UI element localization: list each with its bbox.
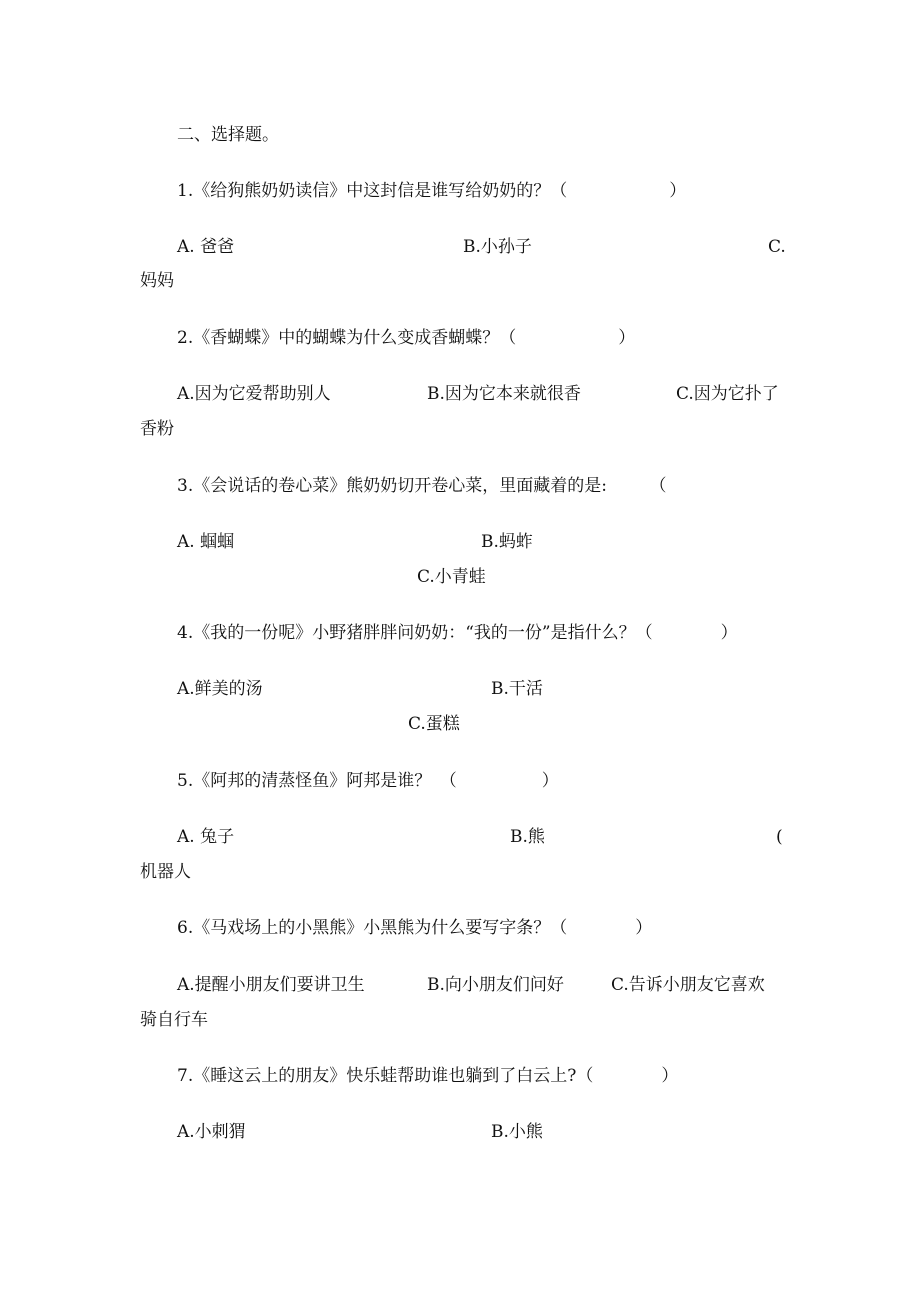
question-4-option-b: B.干活	[491, 679, 543, 699]
question-6-option-b: B.向小朋友们问好	[427, 975, 564, 995]
question-7-option-b: B.小熊	[491, 1122, 543, 1142]
question-3-option-a: A. 蝈蝈	[177, 532, 235, 552]
question-6-continuation: 骑自行车	[140, 1010, 208, 1030]
section-title: 二、选择题。	[177, 125, 279, 145]
question-5-option-b: B.熊	[510, 827, 545, 847]
question-2-option-a: A.因为它爱帮助别人	[177, 384, 331, 404]
question-6-option-a: A.提醒小朋友们要讲卫生	[177, 975, 365, 995]
question-6-stem: 6.《马戏场上的小黑熊》小黑熊为什么要写字条？（ ）	[177, 918, 653, 938]
question-1-option-b: B.小孙子	[463, 237, 532, 257]
question-4-option-c: C.蛋糕	[408, 714, 460, 734]
question-7-stem: 7.《睡这云上的朋友》快乐蛙帮助谁也躺到了白云上?（ ）	[177, 1066, 679, 1086]
question-1-continuation: 妈妈	[140, 271, 174, 291]
question-3-stem: 3.《会说话的卷心菜》熊奶奶切开卷心菜，里面藏着的是: （	[177, 476, 667, 496]
question-5-stem: 5.《阿邦的清蒸怪鱼》阿邦是谁？ （ ）	[177, 771, 559, 791]
question-1-stem: 1.《给狗熊奶奶读信》中这封信是谁写给奶奶的？（ ）	[177, 181, 687, 201]
question-2-option-c: C.因为它扑了	[676, 384, 779, 404]
question-6-option-c: C.告诉小朋友它喜欢	[611, 975, 765, 995]
question-5-continuation: 机器人	[140, 862, 191, 882]
question-1-option-a: A. 爸爸	[177, 237, 235, 257]
question-5-option-a: A. 兔子	[177, 827, 235, 847]
question-7-option-a: A.小刺猬	[177, 1122, 246, 1142]
question-1-option-c: C.	[768, 237, 786, 257]
question-3-option-b: B.蚂蚱	[481, 532, 533, 552]
question-4-option-a: A.鲜美的汤	[177, 679, 263, 699]
question-2-continuation: 香粉	[140, 419, 174, 439]
question-3-option-c: C.小青蛙	[417, 567, 486, 587]
question-2-stem: 2.《香蝴蝶》中的蝴蝶为什么变成香蝴蝶？（ ）	[177, 328, 636, 348]
question-5-option-c: (	[776, 827, 783, 847]
question-2-option-b: B.因为它本来就很香	[427, 384, 581, 404]
question-4-stem: 4.《我的一份呢》小野猪胖胖问奶奶：“我的一份”是指什么？（ ）	[177, 623, 738, 643]
